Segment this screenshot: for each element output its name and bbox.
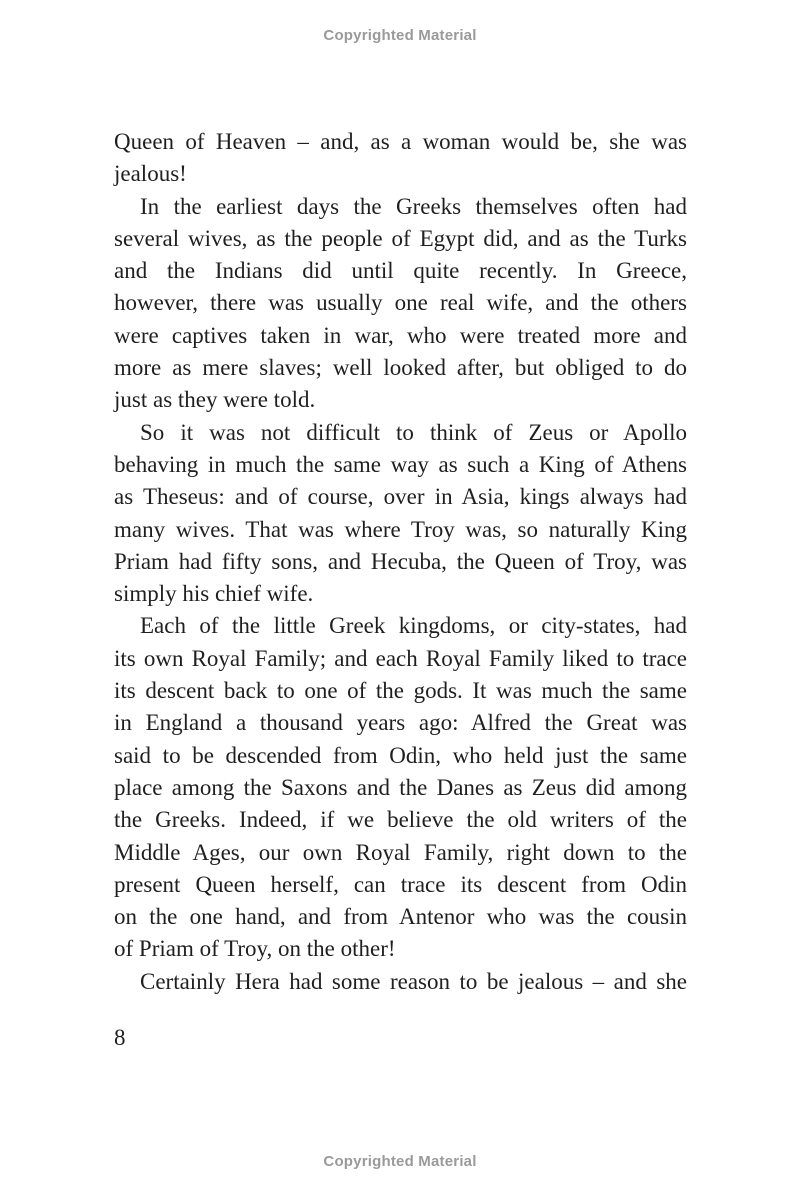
paragraph-2 (114, 191, 687, 417)
paragraph-1 (114, 126, 687, 191)
text-line: were captives taken in war, who were treated more and (114, 322, 687, 348)
text-line: however, there was usually one real wife, and the others (114, 290, 687, 316)
copyright-watermark-top: Copyrighted Material (323, 27, 477, 44)
text-line: just as they were told. (114, 387, 316, 413)
text-line: many wives. That was where Troy was, so naturally King (114, 516, 687, 542)
text-line: Each of the little Greek kingdoms, or city-states, had (140, 613, 687, 639)
text-line: In the earliest days the Greeks themselves often had (140, 193, 687, 219)
body-text (114, 126, 687, 998)
text-line: place among the Saxons and the Danes as Zeus did among (114, 774, 687, 800)
text-line: in England a thousand years ago: Alfred the Great was (114, 710, 687, 736)
text-line: more as mere slaves; well looked after, but obliged to do (114, 355, 687, 381)
paragraph-5 (114, 966, 687, 998)
text-line: the Greeks. Indeed, if we believe the old writers of the (114, 807, 687, 833)
text-line: on the one hand, and from Antenor who was the cousin (114, 904, 687, 930)
copyright-watermark-bottom: Copyrighted Material (323, 1153, 477, 1170)
text-line: Priam had fifty sons, and Hecuba, the Queen of Troy, was (114, 548, 687, 574)
text-line: of Priam of Troy, on the other! (114, 936, 396, 962)
text-line: said to be descended from Odin, who held just the same (114, 742, 687, 768)
text-line: its descent back to one of the gods. It was much the same (114, 678, 687, 704)
text-line: Certainly Hera had some reason to be jealous – and she (140, 968, 687, 994)
text-line: its own Royal Family; and each Royal Family liked to trace (114, 645, 687, 671)
text-line: as Theseus: and of course, over in Asia, kings always had (114, 484, 687, 510)
page-number: 8 (114, 1025, 126, 1050)
text-line: present Queen herself, can trace its descent from Odin (114, 871, 687, 897)
text-line: So it was not difficult to think of Zeus or Apollo (140, 419, 687, 445)
text-line: behaving in much the same way as such a King of Athens (114, 451, 687, 477)
paragraph-3 (114, 417, 687, 611)
text-line: several wives, as the people of Egypt did, and as the Turks (114, 225, 687, 251)
text-line: Middle Ages, our own Royal Family, right down to the (114, 839, 687, 865)
text-line: simply his chief wife. (114, 581, 314, 607)
text-line: and the Indians did until quite recently. In Greece, (114, 258, 687, 284)
paragraph-4 (114, 610, 687, 965)
text-line: Queen of Heaven – and, as a woman would be, she was (114, 129, 687, 154)
text-line: jealous! (114, 161, 187, 187)
